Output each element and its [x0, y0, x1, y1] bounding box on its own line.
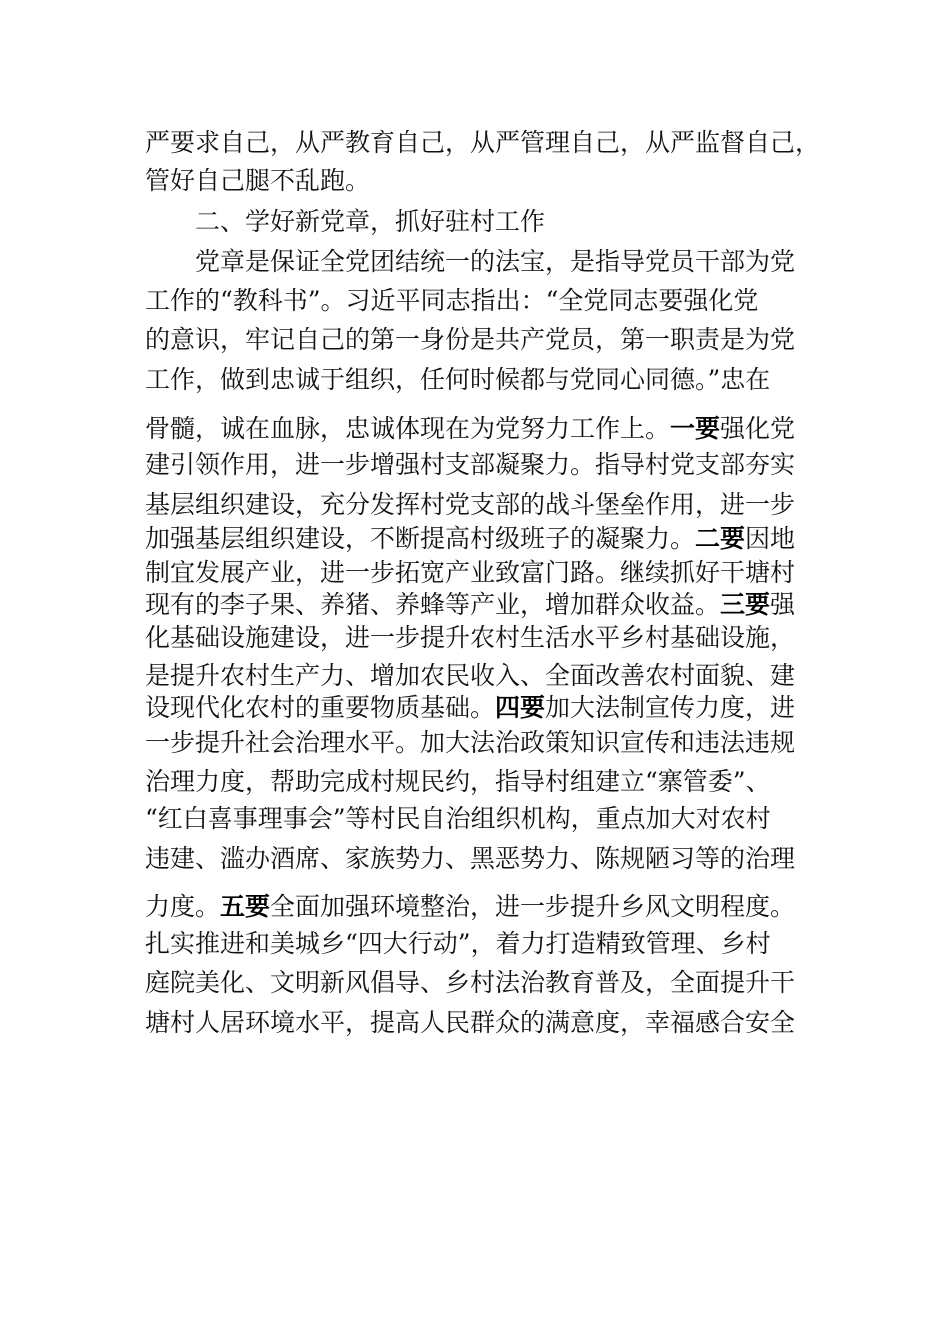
- text-line-13-pre: 现有的李子果、养猪、养蜂等产业，增加群众收益。: [145, 590, 721, 619]
- text-line-12: 制宜发展产业，进一步拓宽产业致富门路。继续抓好干塘村: [145, 558, 796, 587]
- text-line-6: 的意识，牢记自己的第一身份是共产党员，第一职责是为党: [145, 325, 796, 354]
- text-line-15: 是提升农村生产力、增加农民收入、全面改善农村面貌、建: [145, 661, 796, 690]
- text-line-5: 工作的“教科书”。习近平同志指出：“全党同志要强化党: [145, 286, 759, 315]
- point-one-label: 一要: [670, 414, 721, 443]
- point-five-label: 五要: [220, 892, 271, 921]
- text-line-10: 基层组织建设，充分发挥村党支部的战斗堡垒作用，进一步: [145, 490, 796, 519]
- text-line-19: “红白喜事理事会”等村民自治组织机构，重点加大对农村: [145, 804, 771, 833]
- text-line-17: 一步提升社会治理水平。加大法治政策知识宣传和违法违规: [145, 728, 796, 757]
- section-heading: 二、学好新党章，抓好驻村工作: [195, 207, 546, 236]
- text-line-16-pre: 设现代化农村的重要物质基础。: [145, 693, 496, 722]
- point-two-label: 二要: [695, 524, 746, 553]
- point-four-label: 四要: [495, 693, 546, 722]
- text-line-8-post: 强化党: [720, 414, 796, 443]
- text-line-8: [145, 413, 795, 445]
- point-three-label: 三要: [720, 590, 771, 619]
- text-line-11: [145, 523, 795, 555]
- text-line-16: [145, 692, 795, 724]
- text-line-9: 建引领作用，进一步增强村支部凝聚力。指导村党支部夯实: [145, 450, 796, 479]
- text-line-18: 治理力度，帮助完成村规民约，指导村组建立“寨管委”、: [145, 767, 771, 796]
- text-line-1: 严要求自己，从严教育自己，从严管理自己，从严监督自己，: [145, 128, 821, 157]
- text-line-8-pre: 骨髓，诚在血脉，忠诚体现在为党努力工作上。: [145, 414, 671, 443]
- text-line-2: 管好自己腿不乱跑。: [145, 166, 371, 195]
- text-line-24: 塘村人居环境水平，提高人民群众的满意度，幸福感合安全: [145, 1008, 796, 1037]
- text-line-22: 扎实推进和美城乡“四大行动”，着力打造精致管理、乡村: [145, 929, 771, 958]
- text-line-11-pre: 加强基层组织建设，不断提高村级班子的凝聚力。: [145, 524, 696, 553]
- text-line-14: 化基础设施建设，进一步提升农村生活水平乡村基础设施，: [145, 623, 796, 652]
- text-line-20: 违建、滥办酒席、家族势力、黑恶势力、陈规陋习等的治理: [145, 844, 796, 873]
- text-line-21-post: 全面加强环境整治，进一步提升乡风文明程度。: [270, 892, 796, 921]
- text-line-11-post: 因地: [745, 524, 796, 553]
- text-line-23: 庭院美化、文明新风倡导、乡村法治教育普及，全面提升干: [145, 968, 796, 997]
- text-line-21-pre: 力度。: [145, 892, 221, 921]
- text-line-21: [145, 891, 795, 923]
- text-line-13: [145, 589, 795, 621]
- text-line-13-post: 强: [770, 590, 796, 619]
- text-line-7: 工作，做到忠诚于组织，任何时候都与党同心同德。”忠在: [145, 365, 771, 394]
- text-line-4: 党章是保证全党团结统一的法宝，是指导党员干部为党: [195, 247, 796, 276]
- text-line-16-post: 加大法制宣传力度，进: [545, 693, 796, 722]
